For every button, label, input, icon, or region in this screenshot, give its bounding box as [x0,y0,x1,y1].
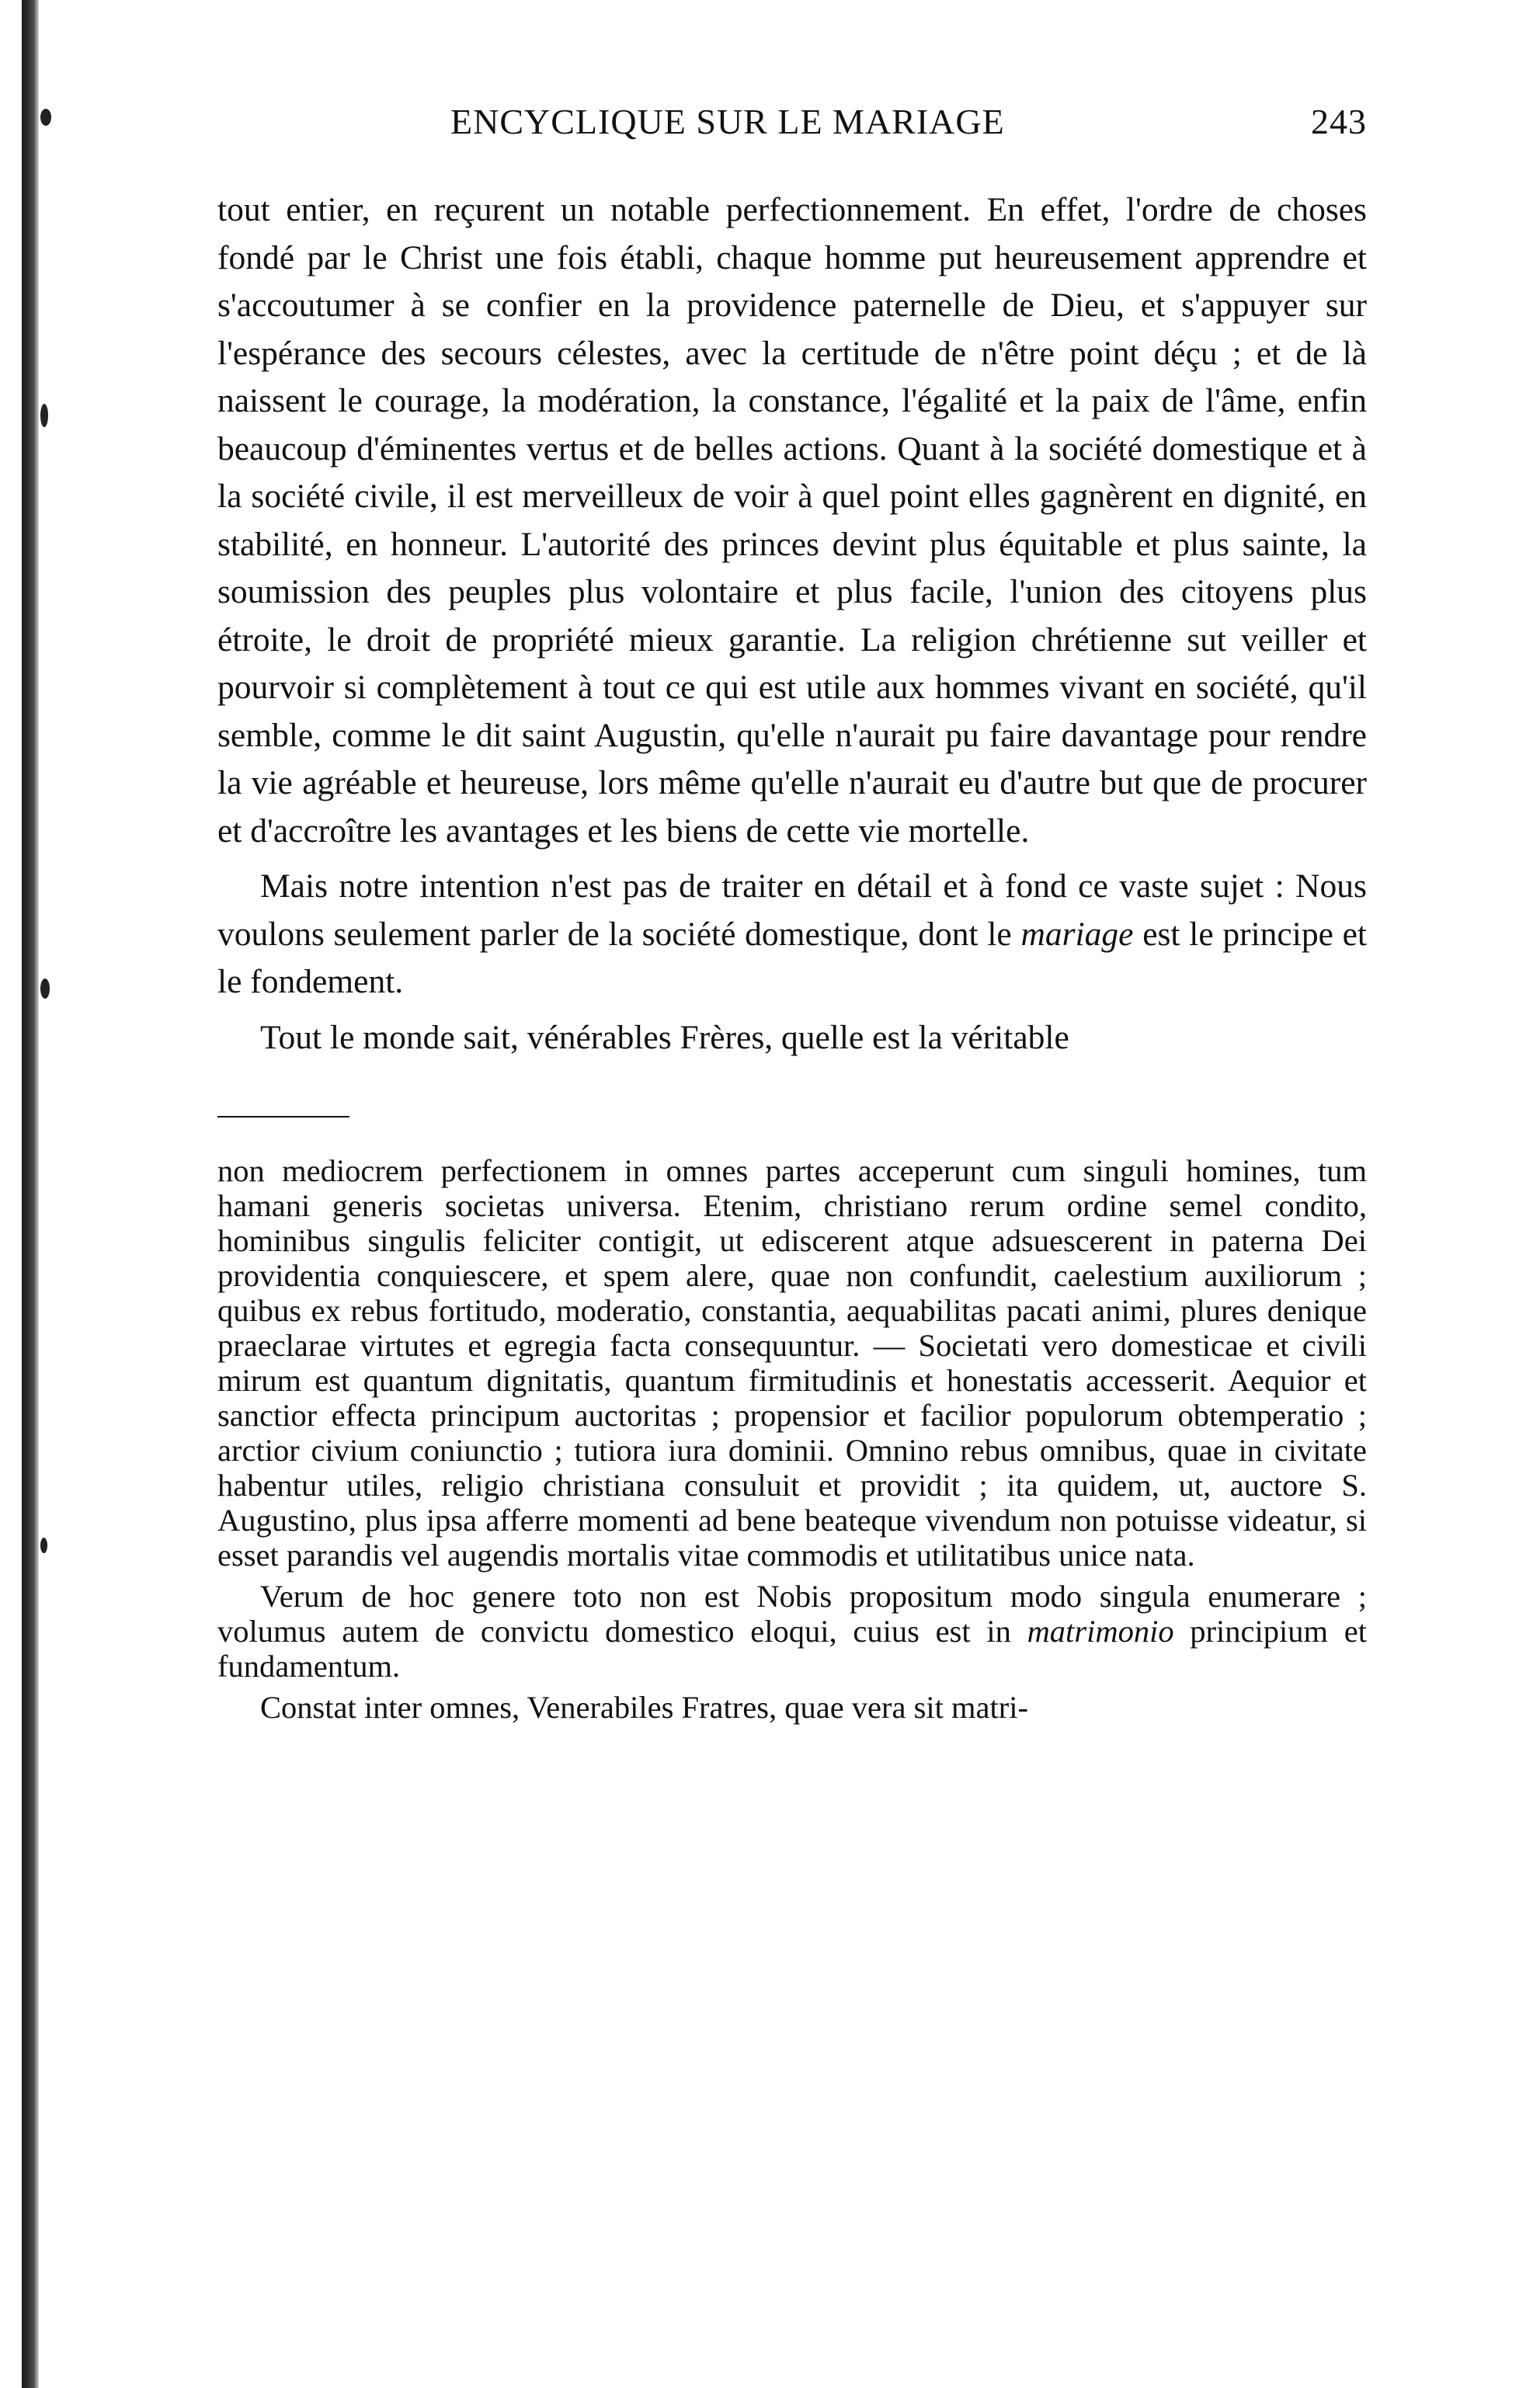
latin-paragraph-1: non mediocrem perfectionem in omnes partes acceperunt cum singuli homines, tum hamani generis societas universa. Etenim, christiano rerum ordine semel condito, hominibus singulis feliciter contigit, ut ediscerent atque adsuescerent in paterna Dei providentia conquiescere, et spem alere, quae non confundit, caelestium auxiliorum ; quibus ex rebus fortitudo, moderatio, constantia, aequabilitas pacati animi, plures denique praeclarae virtutes et egregia facta consequuntur. — Societati vero domesticae et civili mirum est quantum dignitatis, quantum firmitudinis et honestatis accesserit. Aequior et sanctior effecta principum auctoritas ; propensior et facilior populorum obtemperatio ; arctior civium coniunctio ; tutiora iura dominii. Omnino rebus omnibus, quae in civitate habentur utiles, religio christiana consuluit et providit ; ita quidem, ut, auctore S. Augustino, plus ipsa afferre momenti ad bene beateque vivendum non potuisse videatur, si esset parandis vel augendis mortalis vitae commodis et utilitatibus unice nata. [217,1153,1367,1573]
french-paragraph-2-text-a: Mais notre intention n'est pas de traiter en détail et à fond ce vaste sujet : Nous voulons seulement parler de la société domestique, dont le [217,867,1367,953]
latin-paragraph-2 [217,1579,1367,1684]
book-page [217,101,1367,1725]
latin-paragraph-2-text-a: Verum de hoc genere toto non est Nobis propositum modo singula enumerare ; volumus autem de convictu domestico eloqui, cuius est in [217,1579,1367,1649]
running-head [217,101,1367,155]
ink-speck [40,404,48,427]
ink-speck [40,978,50,999]
page-binding-edge [22,0,39,2388]
french-paragraph-1: tout entier, en reçurent un notable perfectionnement. En effet, l'ordre de choses fondé par le Christ une fois établi, chaque homme put heureusement apprendre et s'accoutumer à se confier en la providence paternelle de Dieu, et s'appuyer sur l'espérance des secours célestes, avec la certitude de n'être point déçu ; et de là naissent le courage, la modération, la constance, l'égalité et la paix de l'âme, enfin beaucoup d'éminentes vertus et de belles actions. Quant à la société domestique et à la société civile, il est merveilleux de voir à quel point elles gagnèrent en dignité, en stabilité, en honneur. L'autorité des princes devint plus équitable et plus sainte, la soumission des peuples plus volontaire et plus facile, l'union des citoyens plus étroite, le droit de propriété mieux garantie. La religion chrétienne sut veiller et pourvoir si complètement à tout ce qui est utile aux hommes vivant en société, qu'il semble, comme le dit saint Augustin, qu'elle n'aurait pu faire davantage pour rendre la vie agréable et heureuse, lors même qu'elle n'aurait eu d'autre but que de procurer et d'accroître les avantages et les biens de cette vie mortelle. [217,191,1367,850]
french-text [217,186,1367,1062]
french-paragraph-2-emphasis: mariage [1020,915,1134,953]
french-paragraph-3: Tout le monde sait, vénérables Frères, quelle est la véritable [260,1018,1069,1056]
latin-text [217,1153,1367,1725]
french-paragraph-2-text-b: est le principe et le fondement. [217,915,1368,1000]
latin-paragraph-2-emphasis: matrimonio [1027,1614,1174,1649]
ink-speck [40,1538,47,1553]
ink-speck [40,109,51,126]
page-number: 243 [1311,102,1367,141]
french-paragraph-2 [217,863,1367,1006]
latin-paragraph-2-text-b: principium et fundamentum. [217,1614,1367,1684]
latin-paragraph-3: Constat inter omnes, Venerabiles Fratres, quae vera sit matri- [260,1690,1028,1725]
footnote-rule [217,1116,349,1118]
running-title: ENCYCLIQUE SUR LE MARIAGE [450,102,1005,141]
